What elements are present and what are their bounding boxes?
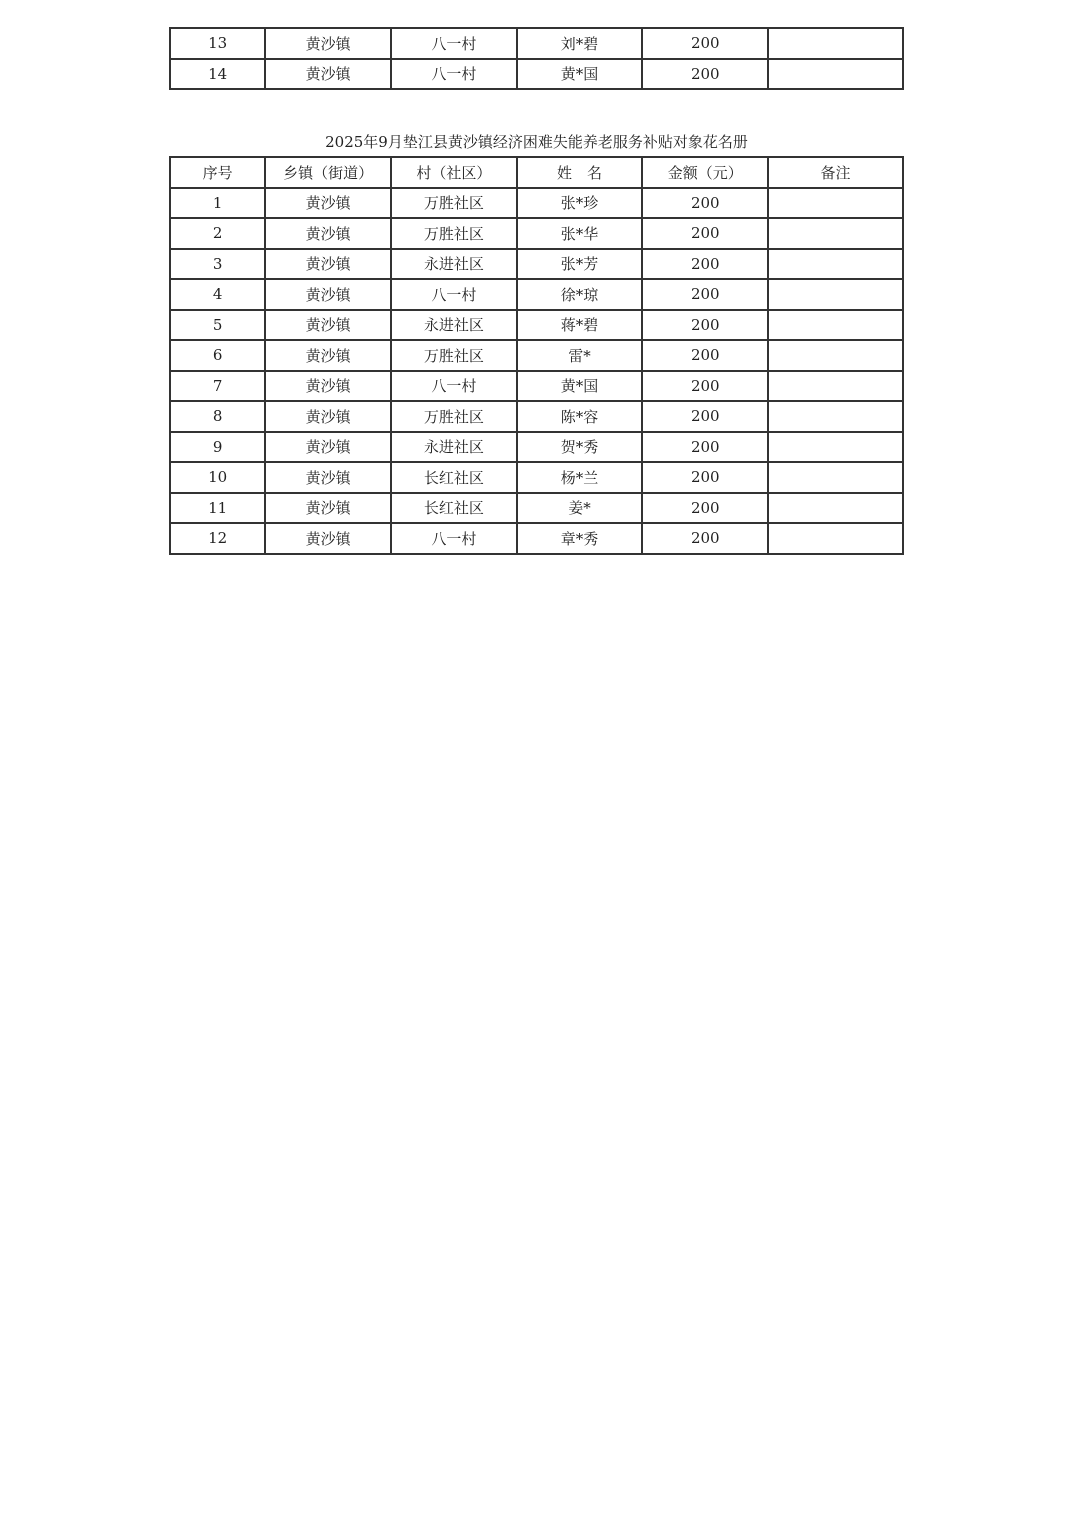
- cell-no: 4: [170, 279, 265, 310]
- table-row: [170, 493, 903, 524]
- cell-town: 黄沙镇: [265, 523, 391, 554]
- cell-name: 张*珍: [517, 188, 643, 219]
- header-name: 姓 名: [517, 157, 643, 188]
- cell-village: 八一村: [391, 59, 517, 90]
- cell-name: 蒋*碧: [517, 310, 643, 341]
- cell-name: 黄*国: [517, 371, 643, 402]
- cell-town: 黄沙镇: [265, 432, 391, 463]
- table-row: [170, 462, 903, 493]
- header-amount: 金额（元）: [642, 157, 768, 188]
- cell-no: 13: [170, 28, 265, 59]
- cell-amount: 200: [642, 401, 768, 432]
- cell-no: 3: [170, 249, 265, 280]
- cell-village: 八一村: [391, 523, 517, 554]
- table-row: [170, 28, 903, 59]
- cell-town: 黄沙镇: [265, 279, 391, 310]
- cell-name: 张*华: [517, 218, 643, 249]
- cell-town: 黄沙镇: [265, 188, 391, 219]
- cell-no: 9: [170, 432, 265, 463]
- table-row: [170, 188, 903, 219]
- cell-note: [768, 523, 903, 554]
- cell-note: [768, 279, 903, 310]
- cell-name: 张*芳: [517, 249, 643, 280]
- cell-village: 万胜社区: [391, 188, 517, 219]
- cell-village: 长红社区: [391, 493, 517, 524]
- cell-village: 八一村: [391, 28, 517, 59]
- table-row: [170, 310, 903, 341]
- cell-name: 贺*秀: [517, 432, 643, 463]
- table-row: [170, 218, 903, 249]
- roster-table: [169, 156, 904, 555]
- cell-note: [768, 493, 903, 524]
- cell-town: 黄沙镇: [265, 310, 391, 341]
- cell-no: 12: [170, 523, 265, 554]
- cell-village: 长红社区: [391, 462, 517, 493]
- cell-town: 黄沙镇: [265, 340, 391, 371]
- cell-name: 杨*兰: [517, 462, 643, 493]
- cell-no: 7: [170, 371, 265, 402]
- continued-table: [169, 27, 904, 90]
- cell-village: 永进社区: [391, 249, 517, 280]
- cell-village: 永进社区: [391, 432, 517, 463]
- table-row: [170, 432, 903, 463]
- cell-no: 2: [170, 218, 265, 249]
- cell-town: 黄沙镇: [265, 249, 391, 280]
- table-row: [170, 401, 903, 432]
- cell-amount: 200: [642, 218, 768, 249]
- cell-note: [768, 462, 903, 493]
- table-row: [170, 59, 903, 90]
- cell-note: [768, 310, 903, 341]
- table-row: [170, 523, 903, 554]
- cell-amount: 200: [642, 340, 768, 371]
- cell-name: 刘*碧: [517, 28, 643, 59]
- cell-no: 14: [170, 59, 265, 90]
- cell-amount: 200: [642, 59, 768, 90]
- cell-amount: 200: [642, 249, 768, 280]
- cell-note: [768, 218, 903, 249]
- cell-note: [768, 432, 903, 463]
- cell-amount: 200: [642, 432, 768, 463]
- cell-village: 八一村: [391, 279, 517, 310]
- cell-no: 8: [170, 401, 265, 432]
- table-row: [170, 279, 903, 310]
- cell-note: [768, 371, 903, 402]
- cell-name: 章*秀: [517, 523, 643, 554]
- cell-town: 黄沙镇: [265, 218, 391, 249]
- cell-village: 万胜社区: [391, 218, 517, 249]
- cell-no: 6: [170, 340, 265, 371]
- cell-town: 黄沙镇: [265, 59, 391, 90]
- cell-village: 万胜社区: [391, 401, 517, 432]
- cell-name: 黄*国: [517, 59, 643, 90]
- header-town: 乡镇（街道）: [265, 157, 391, 188]
- cell-note: [768, 401, 903, 432]
- cell-village: 永进社区: [391, 310, 517, 341]
- cell-amount: 200: [642, 371, 768, 402]
- cell-no: 10: [170, 462, 265, 493]
- header-row: [170, 157, 903, 188]
- cell-amount: 200: [642, 523, 768, 554]
- cell-town: 黄沙镇: [265, 401, 391, 432]
- cell-amount: 200: [642, 493, 768, 524]
- cell-village: 万胜社区: [391, 340, 517, 371]
- cell-no: 11: [170, 493, 265, 524]
- cell-amount: 200: [642, 310, 768, 341]
- cell-town: 黄沙镇: [265, 371, 391, 402]
- cell-note: [768, 249, 903, 280]
- cell-no: 1: [170, 188, 265, 219]
- cell-town: 黄沙镇: [265, 493, 391, 524]
- cell-town: 黄沙镇: [265, 28, 391, 59]
- table-row: [170, 249, 903, 280]
- cell-amount: 200: [642, 279, 768, 310]
- header-village: 村（社区）: [391, 157, 517, 188]
- cell-note: [768, 59, 903, 90]
- roster-title: 2025年9月垫江县黄沙镇经济困难失能养老服务补贴对象花名册: [325, 133, 748, 151]
- cell-name: 姜*: [517, 493, 643, 524]
- table-row: [170, 371, 903, 402]
- cell-amount: 200: [642, 28, 768, 59]
- cell-amount: 200: [642, 188, 768, 219]
- cell-note: [768, 28, 903, 59]
- header-no: 序号: [170, 157, 265, 188]
- cell-name: 雷*: [517, 340, 643, 371]
- cell-note: [768, 188, 903, 219]
- table-row: [170, 340, 903, 371]
- cell-name: 徐*琼: [517, 279, 643, 310]
- cell-no: 5: [170, 310, 265, 341]
- cell-note: [768, 340, 903, 371]
- cell-town: 黄沙镇: [265, 462, 391, 493]
- header-note: 备注: [768, 157, 903, 188]
- cell-village: 八一村: [391, 371, 517, 402]
- cell-name: 陈*容: [517, 401, 643, 432]
- cell-amount: 200: [642, 462, 768, 493]
